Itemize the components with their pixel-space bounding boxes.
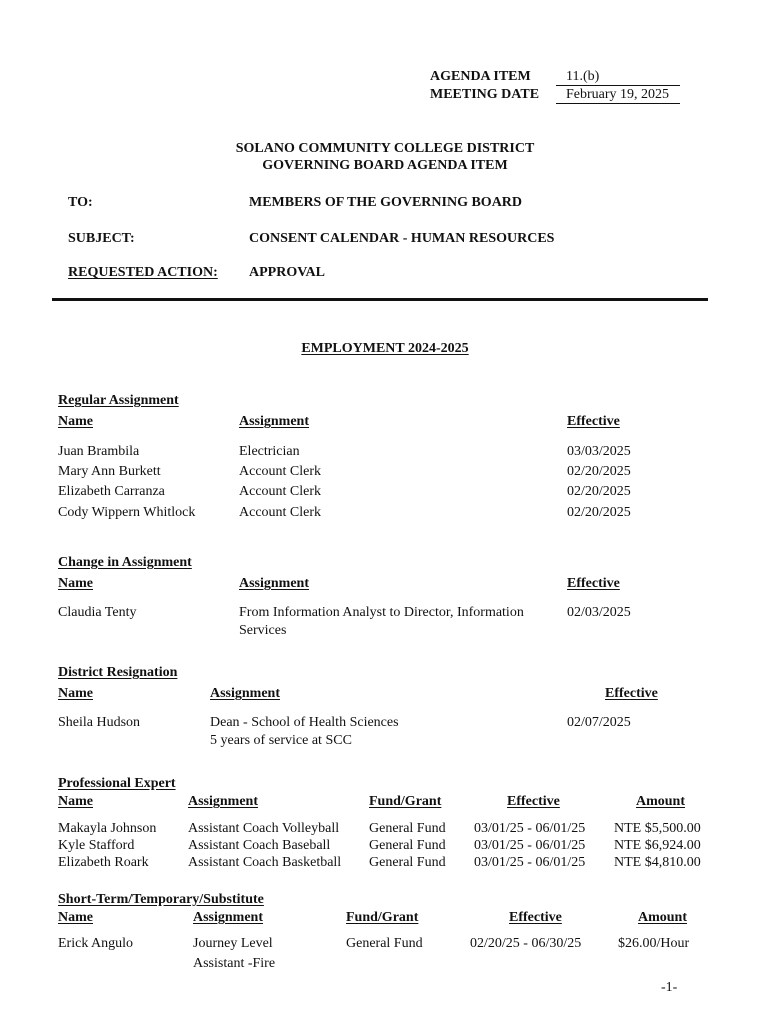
section-divider	[52, 298, 708, 301]
shortterm-col-assignment: Assignment	[193, 910, 264, 925]
expert-amount: NTE $6,924.00	[614, 838, 701, 853]
change-assignment-line1: From Information Analyst to Director, Information	[239, 605, 524, 620]
expert-name: Makayla Johnson	[58, 821, 157, 836]
resignation-effective: 02/07/2025	[567, 715, 631, 730]
expert-assignment: Assistant Coach Basketball	[188, 855, 342, 870]
shortterm-col-name: Name	[58, 910, 93, 925]
page-number: -1-	[661, 980, 678, 995]
regular-name: Elizabeth Carranza	[58, 484, 165, 499]
regular-col-effective: Effective	[567, 414, 620, 429]
agenda-item-value: 11.(b)	[566, 69, 600, 84]
regular-section-title: Regular Assignment	[58, 393, 179, 408]
resignation-name: Sheila Hudson	[58, 715, 141, 730]
regular-name: Cody Wippern Whitlock	[58, 505, 196, 520]
regular-effective: 02/20/2025	[567, 464, 631, 479]
expert-assignment: Assistant Coach Volleyball	[188, 821, 340, 836]
expert-effective: 03/01/25 - 06/01/25	[474, 838, 586, 853]
regular-name: Mary Ann Burkett	[58, 464, 161, 479]
change-col-name: Name	[58, 576, 93, 591]
shortterm-amount: $26.00/Hour	[618, 936, 690, 951]
agenda-title: GOVERNING BOARD AGENDA ITEM	[262, 158, 508, 173]
subject-label: SUBJECT:	[68, 231, 135, 246]
requested-action-label: REQUESTED ACTION:	[68, 265, 218, 280]
to-value: MEMBERS OF THE GOVERNING BOARD	[249, 195, 523, 210]
expert-col-effective: Effective	[507, 794, 560, 809]
regular-assignment: Account Clerk	[239, 464, 322, 479]
expert-amount: NTE $4,810.00	[614, 855, 701, 870]
shortterm-effective: 02/20/25 - 06/30/25	[470, 936, 582, 951]
regular-assignment: Account Clerk	[239, 484, 322, 499]
change-col-assignment: Assignment	[239, 576, 310, 591]
employment-heading: EMPLOYMENT 2024-2025	[301, 341, 469, 356]
meeting-date-label: MEETING DATE	[430, 87, 540, 102]
expert-fund: General Fund	[369, 821, 446, 836]
shortterm-col-amount: Amount	[638, 910, 688, 925]
expert-section-title: Professional Expert	[58, 776, 176, 791]
expert-assignment: Assistant Coach Baseball	[188, 838, 331, 853]
expert-col-fund: Fund/Grant	[369, 794, 442, 809]
expert-col-name: Name	[58, 794, 93, 809]
change-assignment-line2: Services	[239, 623, 287, 638]
resignation-assignment-line1: Dean - School of Health Sciences	[210, 715, 399, 730]
regular-name: Juan Brambila	[58, 444, 140, 459]
expert-name: Elizabeth Roark	[58, 855, 149, 870]
expert-name: Kyle Stafford	[58, 838, 135, 853]
change-section-title: Change in Assignment	[58, 555, 192, 570]
expert-fund: General Fund	[369, 838, 446, 853]
to-label: TO:	[68, 195, 93, 210]
change-col-effective: Effective	[567, 576, 620, 591]
regular-effective: 02/20/2025	[567, 505, 631, 520]
regular-col-name: Name	[58, 414, 93, 429]
regular-col-assignment: Assignment	[239, 414, 310, 429]
expert-effective: 03/01/25 - 06/01/25	[474, 821, 586, 836]
meeting-date-underline	[556, 103, 680, 104]
shortterm-col-fund: Fund/Grant	[346, 910, 419, 925]
expert-col-assignment: Assignment	[188, 794, 259, 809]
shortterm-name: Erick Angulo	[58, 936, 134, 951]
regular-assignment: Electrician	[239, 444, 300, 459]
resignation-col-name: Name	[58, 686, 93, 701]
change-effective: 02/03/2025	[567, 605, 631, 620]
expert-amount: NTE $5,500.00	[614, 821, 701, 836]
resignation-col-assignment: Assignment	[210, 686, 281, 701]
resignation-col-effective: Effective	[605, 686, 658, 701]
meeting-date-value: February 19, 2025	[566, 87, 670, 102]
shortterm-assignment-line2: Assistant -Fire	[193, 956, 276, 971]
change-name: Claudia Tenty	[58, 605, 137, 620]
subject-value: CONSENT CALENDAR - HUMAN RESOURCES	[249, 231, 555, 246]
expert-fund: General Fund	[369, 855, 446, 870]
shortterm-col-effective: Effective	[509, 910, 562, 925]
regular-effective: 03/03/2025	[567, 444, 631, 459]
expert-col-amount: Amount	[636, 794, 686, 809]
shortterm-assignment-line1: Journey Level	[193, 936, 273, 951]
resignation-section-title: District Resignation	[58, 665, 178, 680]
resignation-assignment-line2: 5 years of service at SCC	[210, 733, 352, 748]
regular-assignment: Account Clerk	[239, 505, 322, 520]
expert-effective: 03/01/25 - 06/01/25	[474, 855, 586, 870]
shortterm-fund: General Fund	[346, 936, 423, 951]
requested-action-value: APPROVAL	[249, 265, 325, 280]
regular-effective: 02/20/2025	[567, 484, 631, 499]
shortterm-section-title: Short-Term/Temporary/Substitute	[58, 892, 264, 907]
district-title: SOLANO COMMUNITY COLLEGE DISTRICT	[235, 141, 535, 156]
agenda-item-label: AGENDA ITEM	[430, 69, 531, 84]
